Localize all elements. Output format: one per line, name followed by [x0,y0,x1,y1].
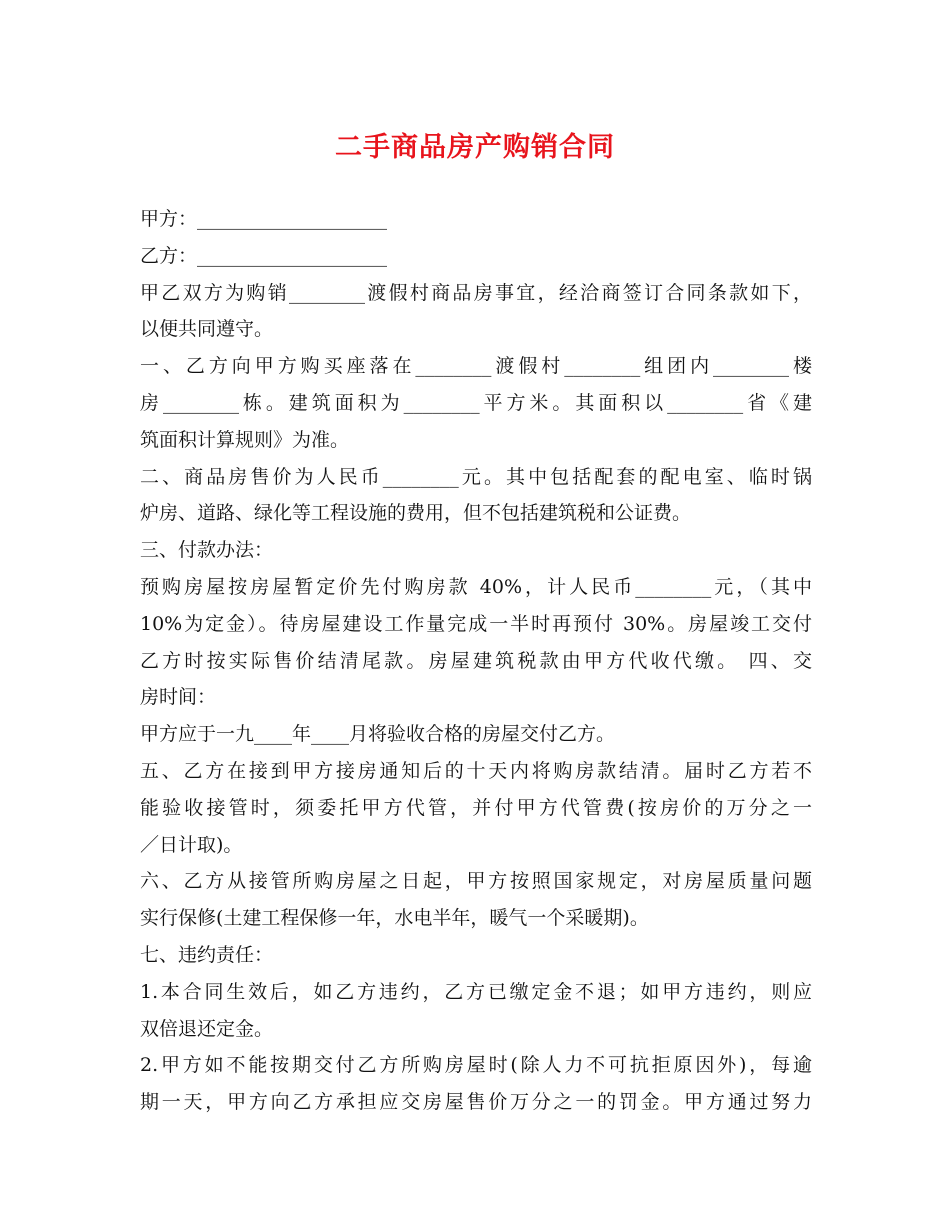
clause-5-line: 能验收接管时，须委托甲方代管，并付甲方代管费(按房价的万分之一 [140,796,812,819]
clause-2-line: 炉房、道路、绿化等工程设施的费用，但不包括建筑税和公证费。 [140,502,692,525]
clause-2-line: 二、商品房售价为人民币________元。其中包括配套的配电室、临时锅 [140,465,812,488]
clause-6-line: 六、乙方从接管所购房屋之日起，甲方按照国家规定，对房屋质量问题 [140,870,812,893]
clause-1-line: 一、乙方向甲方购买座落在________渡假村________组团内________楼 [140,355,812,378]
party-a-line: 甲方：____________________ [140,208,388,230]
intro-line: 甲乙双方为购销________渡假村商品房事宜，经洽商签订合同条款如下， [140,281,812,304]
clause-7-item-2-line: 2.甲方如不能按期交付乙方所购房屋时(除人力不可抗拒原因外)，每逾 [140,1054,812,1077]
contract-body [140,201,812,1121]
document-title: 二手商品房产购销合同 [335,132,615,163]
intro-line: 以便共同遵守。 [140,318,274,341]
clause-3-line: 乙方时按实际售价结清尾款。房屋建筑税款由甲方代收代缴。 四、交 [140,649,812,672]
clause-7-item-1-line: 双倍退还定金。 [140,1017,274,1040]
clause-5-line: 五、乙方在接到甲方接房通知后的十天内将购房款结清。届时乙方若不 [140,759,812,782]
clause-3-line: 10%为定金）。待房屋建设工作量完成一半时再预付 30%。房屋竣工交付 [140,612,812,635]
party-b-line: 乙方：____________________ [140,244,388,267]
clause-5-line: ／日计取)。 [140,833,243,856]
clause-7-item-1-line: 1.本合同生效后，如乙方违约，乙方已缴定金不退；如甲方违约，则应 [140,980,812,1003]
clause-3-heading: 三、付款办法： [140,539,274,562]
clause-4-line: 甲方应于一九____年____月将验收合格的房屋交付乙方。 [140,723,616,746]
clause-1-line: 筑面积计算规则》为准。 [140,428,350,451]
clause-7-item-2-line: 期一天，甲方向乙方承担应交房屋售价万分之一的罚金。甲方通过努力 [140,1091,812,1114]
clause-3-line: 预购房屋按房屋暂定价先付购房款 40%，计人民币________元，（其中 [140,575,812,598]
clause-1-line: 房________栋。建筑面积为________平方米。其面积以________省《建 [140,391,812,414]
clause-6-line: 实行保修(土建工程保修一年，水电半年，暖气一个采暖期)。 [140,907,649,930]
clause-4-line: 房时间： [140,686,217,709]
clause-7-heading: 七、违约责任： [140,943,274,966]
